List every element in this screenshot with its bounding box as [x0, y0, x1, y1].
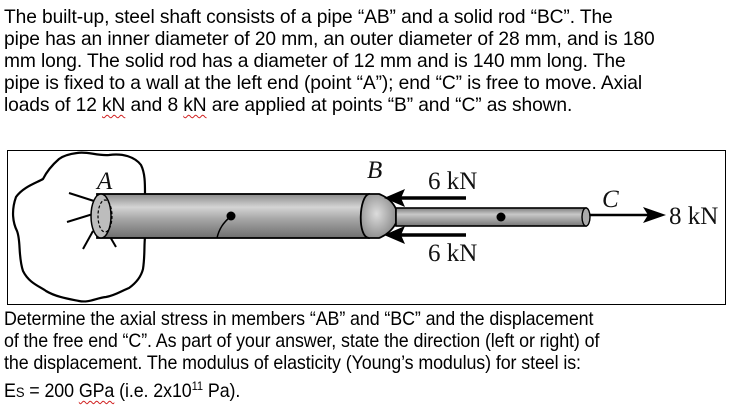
text-fragment: are applied at points “B” and “C” as shown. — [206, 95, 573, 116]
rod-end-c — [582, 208, 590, 226]
question-line-1: Determine the axial stress in members “AB” and “BC” and the displacement — [4, 309, 594, 330]
label-a: A — [97, 168, 113, 195]
question-line-3: the displacement. The modulus of elasticity (Young’s modulus) for steel is: — [4, 353, 581, 374]
modulus-line — [4, 375, 599, 402]
spellcheck-flagged-word: kN — [102, 95, 126, 116]
intro-line-4: pipe is fixed to a wall at the left end (point “A”); end “C” is free to move. Axial — [4, 73, 642, 94]
label-load-end: 8 kN — [669, 203, 719, 230]
question-text — [4, 309, 600, 402]
text-fragment: (i.e. 2x10 — [114, 381, 192, 402]
intro-line-3: mm long. The solid rod has a diameter of 12 mm and is 140 mm long. The — [4, 51, 626, 72]
spellcheck-flagged-word: GPa — [78, 381, 115, 402]
text-fragment: Pa). — [203, 381, 241, 402]
label-b: B — [367, 157, 383, 184]
shaft-figure — [7, 150, 726, 305]
superscript-exponent: 11 — [191, 379, 204, 393]
spellcheck-flagged-word: kN — [183, 95, 207, 116]
text-fragment: and 8 — [125, 95, 184, 116]
rod-centroid-dot — [497, 213, 506, 222]
label-load-bottom: 6 kN — [428, 240, 478, 267]
label-load-top: 6 kN — [428, 168, 478, 195]
subscript-s: S — [15, 384, 25, 400]
pipe-end-a — [91, 194, 111, 238]
text-fragment: = 200 — [24, 381, 79, 402]
label-c: C — [602, 186, 619, 213]
text-fragment: E — [4, 381, 16, 402]
text-fragment: loads of 12 — [4, 95, 103, 116]
question-line-2: of the free end “C”. As part of your answer, state the direction (left or right) of — [4, 331, 600, 352]
intro-line-2: pipe has an inner diameter of 20 mm, an outer diameter of 28 mm, and is 180 — [4, 29, 655, 50]
intro-line-1: The built-up, steel shaft consists of a pipe “AB” and a solid rod “BC”. The — [4, 7, 613, 28]
rod-bc — [396, 208, 586, 226]
